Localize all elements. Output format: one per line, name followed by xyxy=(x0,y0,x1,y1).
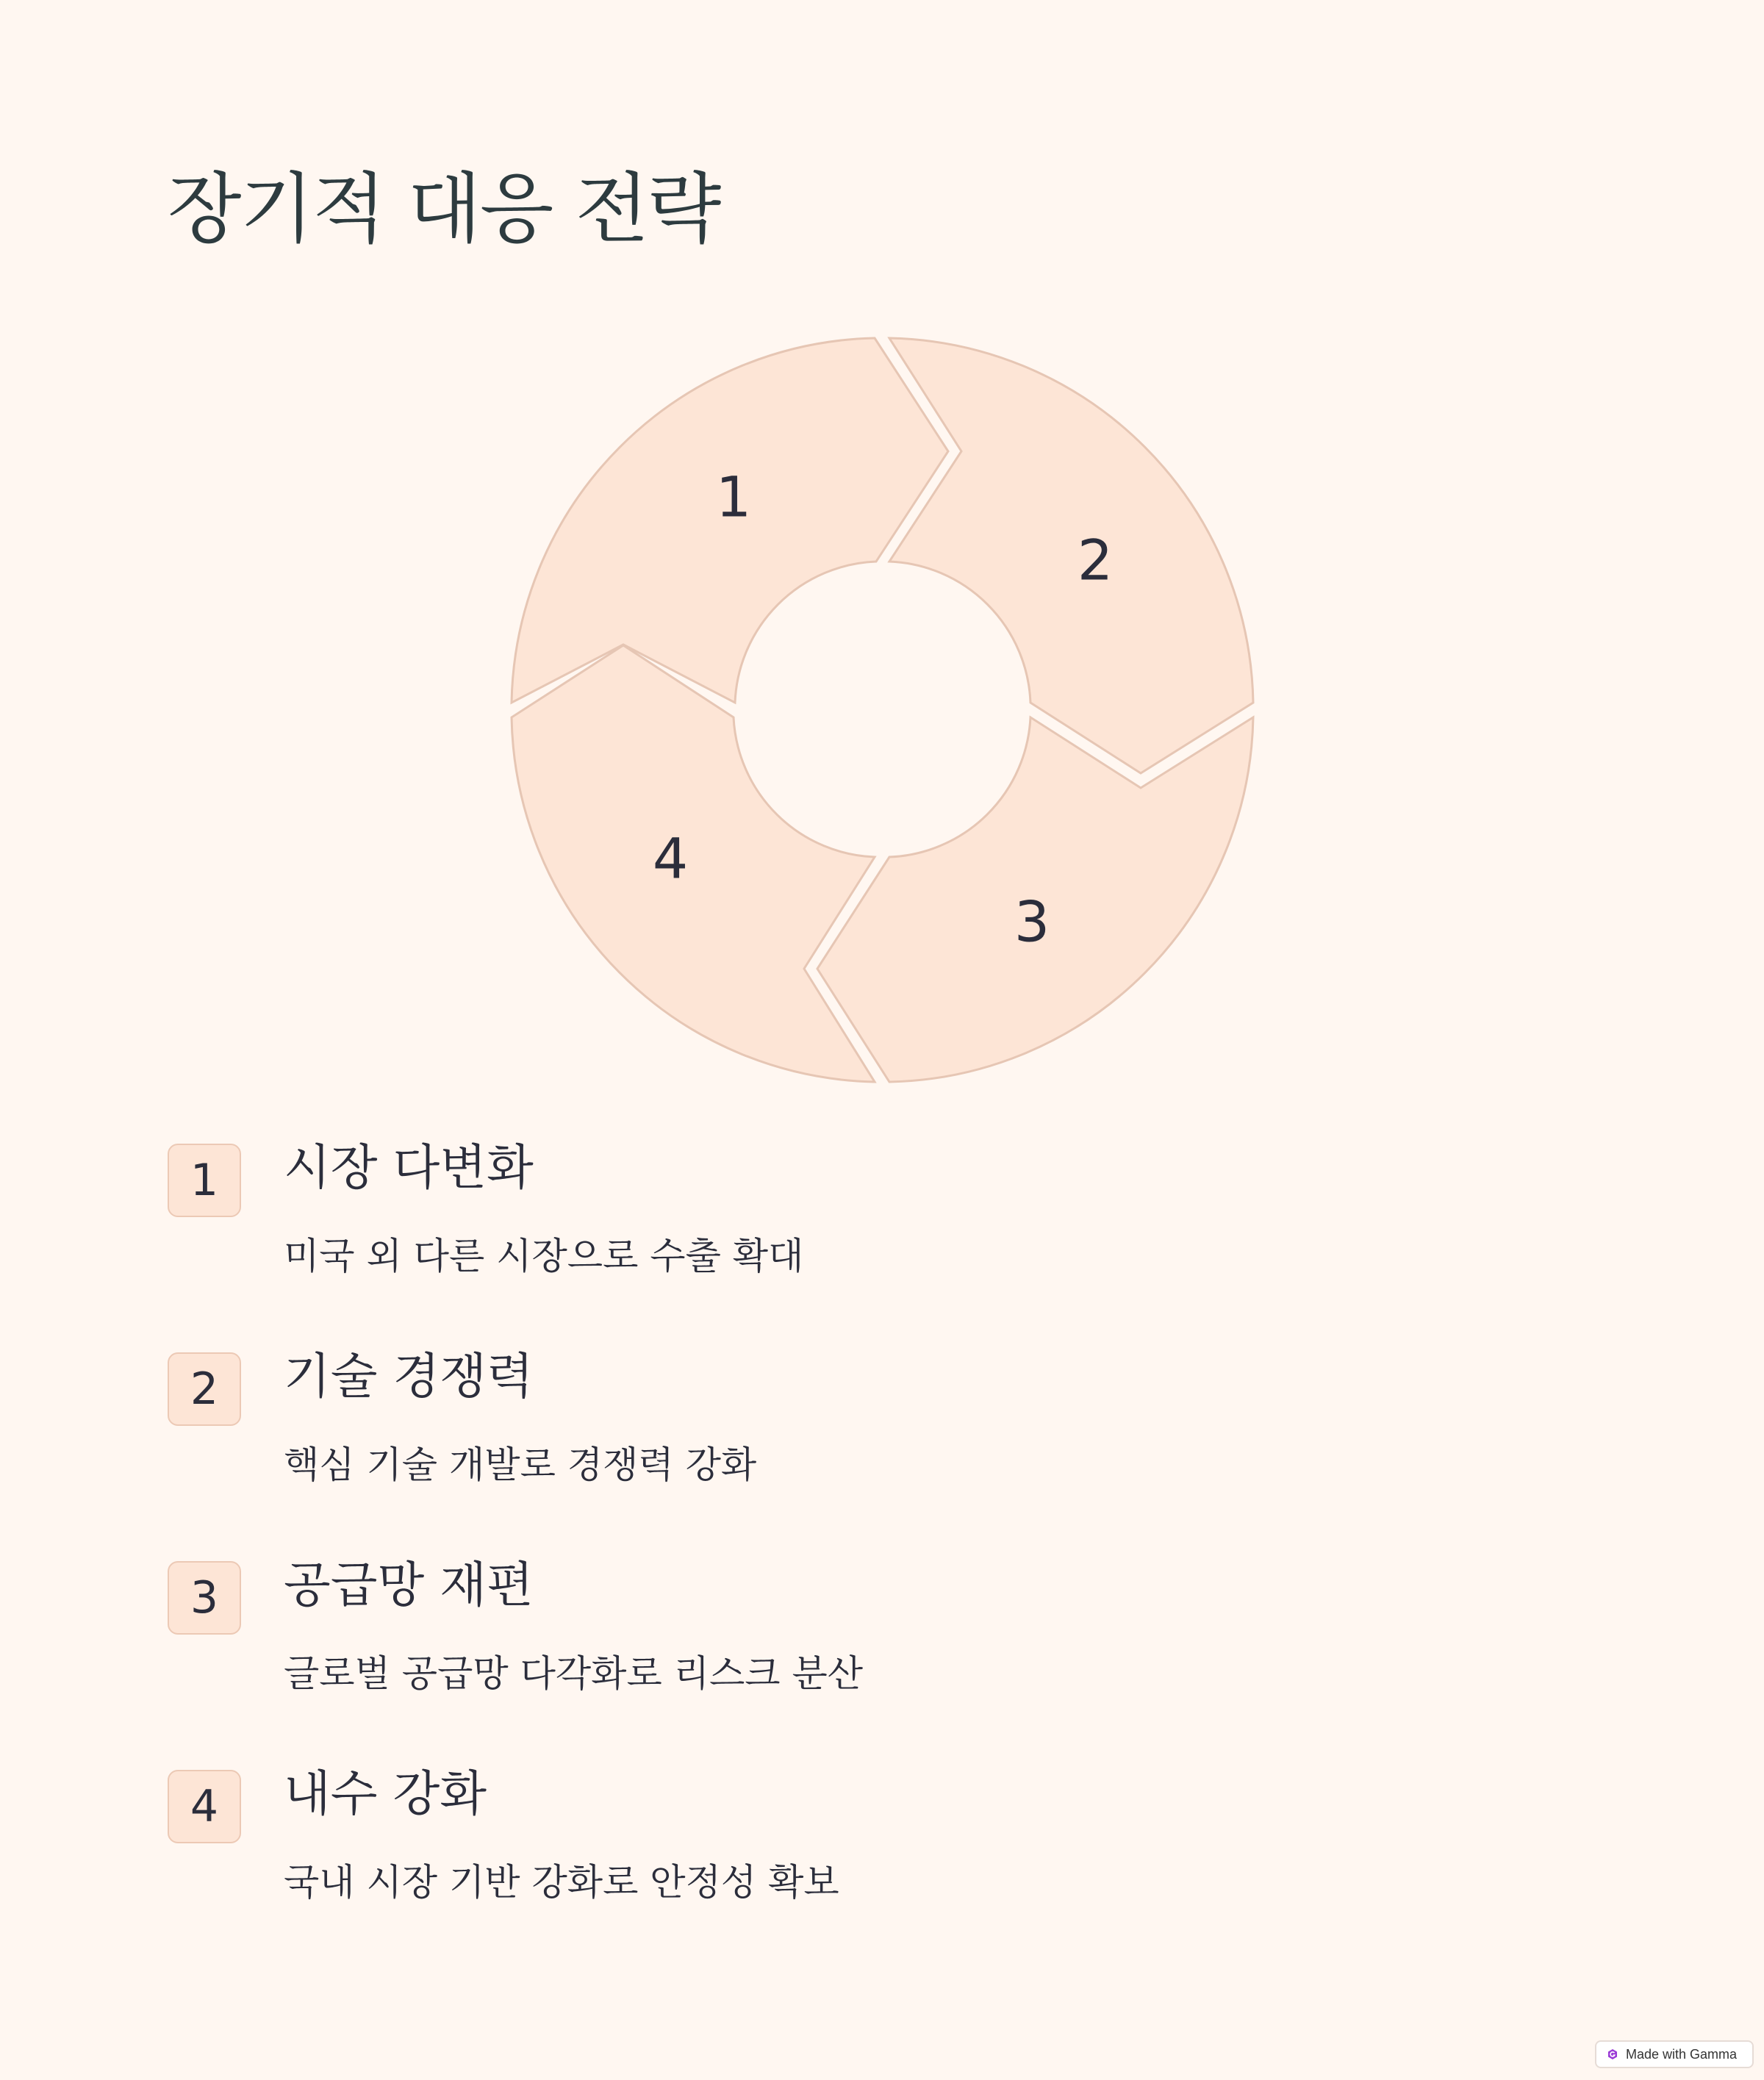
list-item xyxy=(168,1139,1564,1352)
item-description: 국내 시장 기반 강화로 안정성 확보 xyxy=(284,1861,839,1904)
item-number-badge: 4 xyxy=(168,1770,241,1843)
list-item xyxy=(168,1765,1564,1979)
cycle-segment-1-number: 1 xyxy=(715,464,752,530)
gamma-logo-icon xyxy=(1607,2048,1618,2060)
page-title: 장기적 대응 전략 xyxy=(168,164,720,254)
item-title: 내수 강화 xyxy=(284,1765,487,1822)
list-item xyxy=(168,1557,1564,1770)
item-title: 시장 다변화 xyxy=(284,1139,534,1196)
item-description: 미국 외 다른 시장으로 수출 확대 xyxy=(284,1235,804,1277)
item-title: 공급망 재편 xyxy=(284,1557,534,1613)
strategy-list xyxy=(168,1139,1564,1979)
item-description: 글로벌 공급망 다각화로 리스크 분산 xyxy=(284,1652,864,1695)
cycle-segment-4-number: 4 xyxy=(652,825,689,892)
list-item xyxy=(168,1348,1564,1561)
cycle-segment-4 xyxy=(512,645,875,1082)
item-number-badge: 3 xyxy=(168,1561,241,1635)
item-title: 기술 경쟁력 xyxy=(284,1348,534,1405)
item-description: 핵심 기술 개발로 경쟁력 강화 xyxy=(284,1444,757,1486)
made-with-gamma-badge[interactable] xyxy=(1595,2040,1754,2068)
item-number-badge: 2 xyxy=(168,1352,241,1426)
cycle-segment-3-number: 3 xyxy=(1014,889,1050,955)
cycle-segment-2 xyxy=(889,338,1253,773)
item-number-badge: 1 xyxy=(168,1144,241,1217)
made-with-gamma-label: Made with Gamma xyxy=(1626,2047,1738,2062)
cycle-segment-2-number: 2 xyxy=(1077,527,1114,593)
